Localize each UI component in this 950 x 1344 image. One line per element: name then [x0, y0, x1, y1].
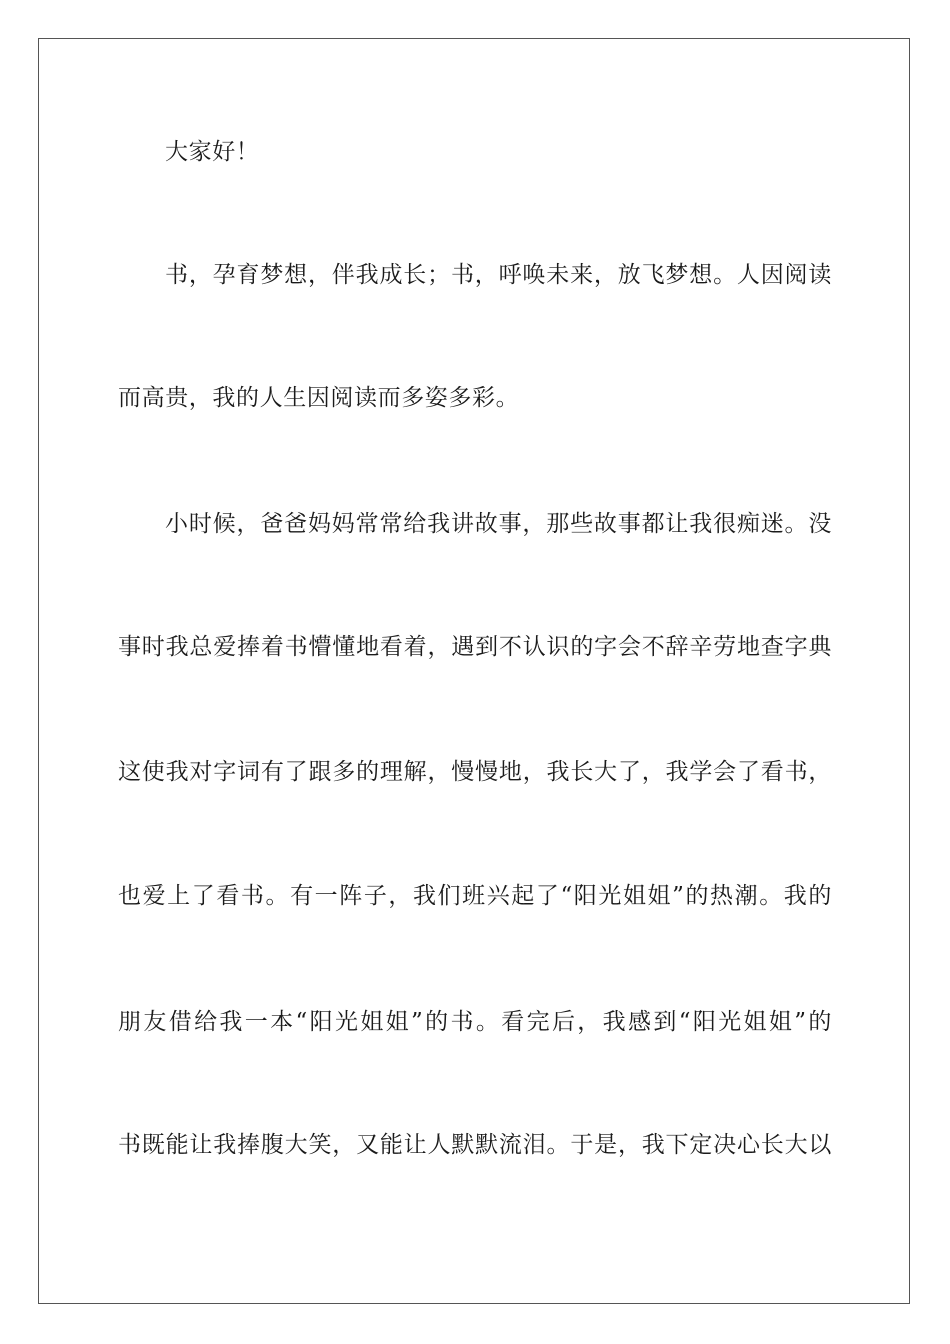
greeting-line: 大家好！ — [165, 139, 260, 165]
page-border — [38, 38, 910, 1304]
paragraph-2-line-2: 事时我总爱捧着书懵懂地看着，遇到不认识的字会不辞辛劳地查字典 — [118, 634, 832, 660]
paragraph-2-line-4: 也爱上了看书。有一阵子，我们班兴起了“阳光姐姐”的热潮。我的 — [118, 883, 832, 909]
paragraph-2-line-3: 这使我对字词有了跟多的理解，慢慢地，我长大了，我学会了看书， — [118, 759, 832, 785]
paragraph-1-line-2: 而高贵，我的人生因阅读而多姿多彩。 — [118, 385, 520, 411]
paragraph-2-line-6: 书既能让我捧腹大笑，又能让人默默流泪。于是，我下定决心长大以 — [118, 1132, 832, 1158]
paragraph-2-line-5: 朋友借给我一本“阳光姐姐”的书。看完后，我感到“阳光姐姐”的 — [118, 1009, 832, 1035]
paragraph-2-line-1: 小时候，爸爸妈妈常常给我讲故事，那些故事都让我很痴迷。没 — [165, 511, 832, 537]
paragraph-1-line-1: 书，孕育梦想，伴我成长；书，呼唤未来，放飞梦想。人因阅读 — [165, 262, 832, 288]
